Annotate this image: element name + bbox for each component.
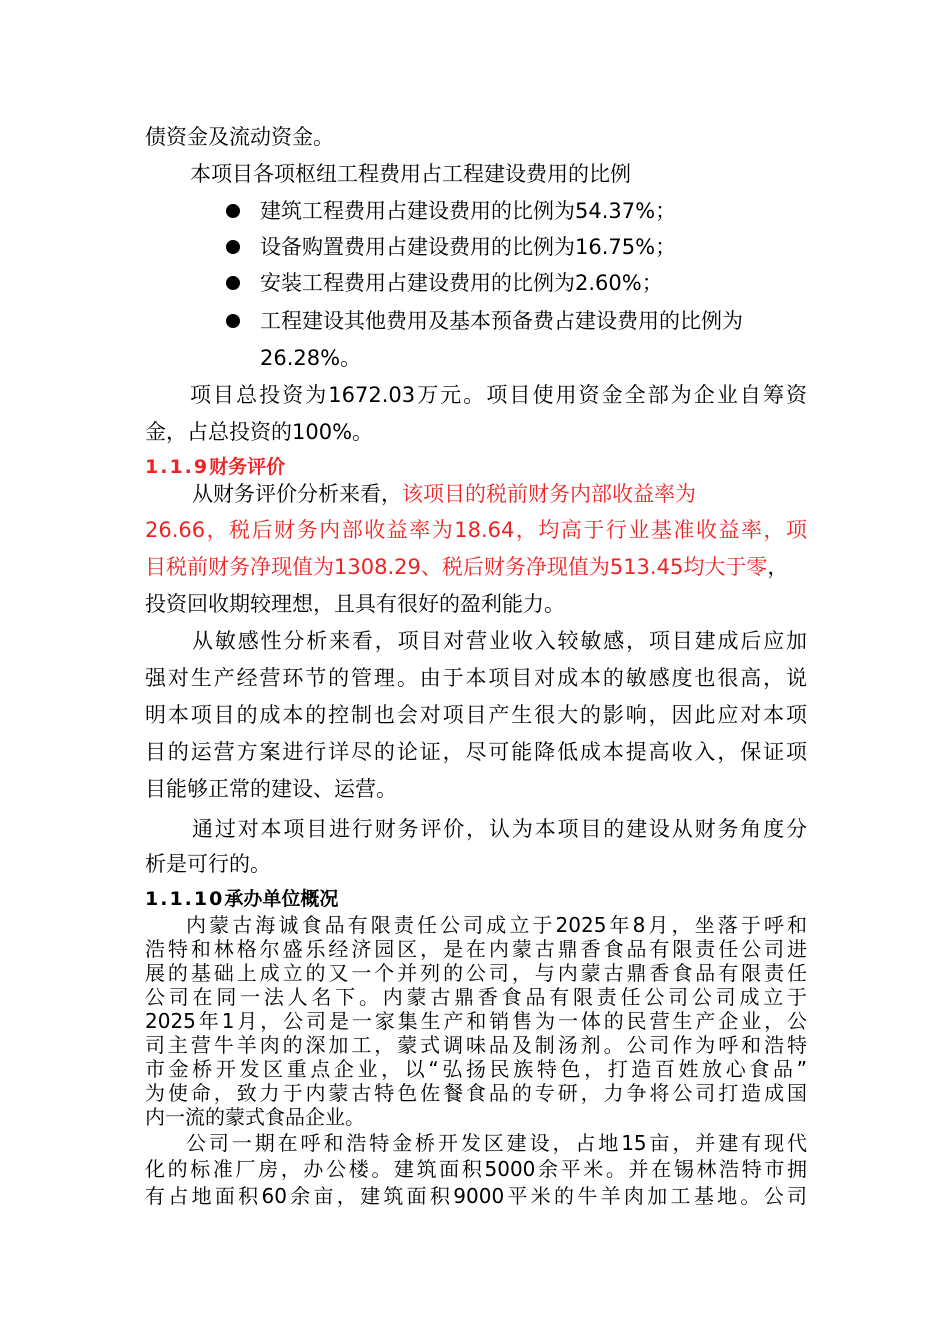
paragraph-line: 强对生产经营环节的管理。由于本项目对成本的敏感度也很高，说 [145,666,807,690]
paragraph-line: 明本项目的成本的控制也会对项目产生很大的影响，因此应对本项 [145,703,807,727]
bullet-dot-icon [226,204,240,218]
list-item: 建筑工程费用占建设费用的比例为54.37%； [260,199,677,223]
paragraph-line: 目能够正常的建设、运营。 [145,777,397,801]
section-title: 承办单位概况 [224,888,339,910]
paragraph-line: 项目总投资为1672.03万元。项目使用资金全部为企业自筹资 [190,383,807,407]
paragraph-line: 化的标准厂房，办公楼。建筑面积5000余平米。并在锡林浩特市拥 [145,1157,807,1181]
paragraph-line: 公司在同一法人名下。内蒙古鼎香食品有限责任公司公司成立于 [145,985,807,1009]
section-title: 财务评价 [209,456,286,478]
paragraph-line: 投资回收期较理想，且具有很好的盈利能力。 [145,592,565,616]
section-heading [145,454,285,480]
section-number: 1.1.10 [145,888,225,910]
text-highlight-red: 目税前财务净现值为1308.29、税后财务净现值为513.45均大于零 [145,555,768,579]
paragraph-line [192,480,696,508]
paragraph-line: 展的基础上成立的又一个并列的公司，与内蒙古鼎香食品有限责任 [145,961,807,985]
paragraph-line: 通过对本项目进行财务评价，认为本项目的建设从财务角度分 [192,817,807,841]
section-number: 1.1.9 [145,456,210,478]
text-black: 从财务评价分析来看， [192,482,402,506]
bullet-dot-icon [226,240,240,254]
paragraph-line [145,553,788,581]
list-item: 设备购置费用占建设费用的比例为16.75%； [260,235,677,259]
paragraph-line: 有占地面积60余亩，建筑面积9000平米的牛羊肉加工基地。公司 [145,1184,807,1208]
paragraph-line: 债资金及流动资金。 [145,125,334,149]
list-item-continuation: 26.28%。 [260,346,362,370]
paragraph-line: 目的运营方案进行详尽的论证，尽可能降低成本提高收入，保证项 [145,740,807,764]
paragraph-line: 浩特和林格尔盛乐经济园区，是在内蒙古鼎香食品有限责任公司进 [145,937,807,961]
paragraph-line: 为使命，致力于内蒙古特色佐餐食品的专研，力争将公司打造成国 [145,1081,807,1105]
section-heading [145,886,338,912]
paragraph-line: 市金桥开发区重点企业，以“弘扬民族特色，打造百姓放心食品” [145,1057,807,1081]
bullet-dot-icon [226,314,240,328]
paragraph-line: 本项目各项枢纽工程费用占工程建设费用的比例 [190,162,631,186]
paragraph-line: 公司一期在呼和浩特金桥开发区建设，占地15亩，并建有现代 [186,1131,807,1155]
text-highlight-red: 该项目的税前财务内部收益率为 [402,482,696,506]
paragraph-line: 金，占总投资的100%。 [145,420,374,444]
paragraph-line: 内一流的蒙式食品企业。 [145,1105,365,1129]
list-item: 安装工程费用占建设费用的比例为2.60%； [260,271,663,295]
paragraph-line: 2025年1月，公司是一家集生产和销售为一体的民营生产企业，公 [145,1009,807,1033]
bullet-dot-icon [226,276,240,290]
paragraph-line: 析是可行的。 [145,852,271,876]
paragraph-line-red: 26.66，税后财务内部收益率为18.64，均高于行业基准收益率，项 [145,518,807,542]
text-black: ， [767,555,789,579]
list-item: 工程建设其他费用及基本预备费占建设费用的比例为 [260,309,743,333]
paragraph-line: 司主营牛羊肉的深加工，蒙式调味品及制汤剂。公司作为呼和浩特 [145,1033,807,1057]
paragraph-line: 内蒙古海诚食品有限责任公司成立于2025年8月，坐落于呼和 [186,913,807,937]
paragraph-line: 从敏感性分析来看，项目对营业收入较敏感，项目建成后应加 [192,629,807,653]
